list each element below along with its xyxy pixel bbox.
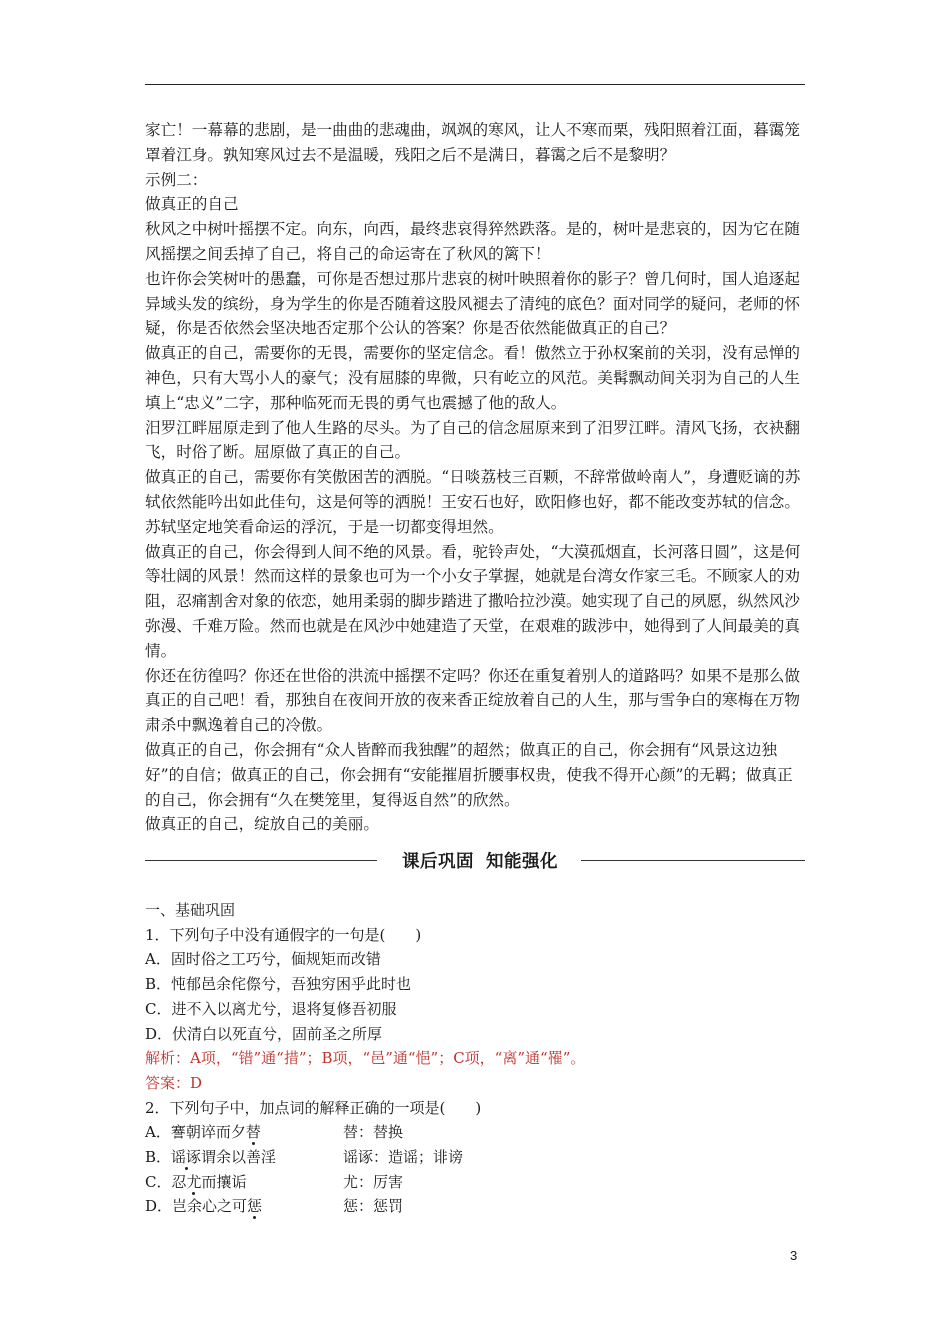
banner-title-part1: 课后巩固	[402, 852, 474, 872]
option-text: D．岂余心之可	[145, 1197, 248, 1216]
essay-paragraph: 你还在彷徨吗？你还在世俗的洪流中摇摆不定吗？你还在重复着别人的道路吗？如果不是那么做真正的自己吧！看，那独自在夜间开放的夜来香正绽放着自己的人生，那与雪争白的寒梅在万物肃杀中飘逸着自己的冷傲。	[145, 666, 800, 735]
essay-text	[145, 118, 807, 837]
q2-option-a	[145, 1120, 807, 1145]
essay-paragraph: 做真正的自己，需要你有笑傲困苦的洒脱。“日啖荔枝三百颗，不辞常做岭南人”，身遭贬谪的苏轼依然能吟出如此佳句，这是何等的洒脱！王安石也好，欧阳修也好，都不能改变苏轼的信念。苏轼坚定地笑看命运的浮沉，于是一切都变得坦然。	[145, 468, 801, 536]
essay-paragraph: 做真正的自己，绽放自己的美丽。	[145, 815, 379, 834]
q1-analysis: 解析：A项，“错”通“措”；B项，“邑”通“悒”；C项，“离”通“罹”。	[145, 1049, 586, 1068]
q2-option-d-gloss: 惩：惩罚	[343, 1197, 404, 1216]
q1-option-d: D．伏清白以死直兮，固前圣之所厚	[145, 1024, 383, 1043]
banner-title-part2: 知能强化	[486, 852, 558, 872]
essay-paragraph: 做真正的自己，你会拥有“众人皆醉而我独醒”的超然；做真正的自己，你会拥有“风景这边独好”的自信；做真正的自己，你会拥有“安能摧眉折腰事权贵，使我不得开心颜”的无羁；做真正的自己，你会拥有“久在樊笼里，复得返自然”的欣然。	[145, 740, 793, 809]
q2-option-b-gloss: 谣诼：造谣；诽谤	[343, 1148, 464, 1167]
question-1-stem: 1．下列句子中没有通假字的一句是( )	[145, 925, 422, 944]
q2-option-a-gloss: 替：替换	[343, 1123, 404, 1142]
q2-option-c-gloss: 尤：厉害	[343, 1172, 404, 1191]
essay-title: 做真正的自己	[145, 195, 239, 214]
essay-paragraph: 也许你会笑树叶的愚蠢，可你是否想过那片悲哀的树叶映照着你的影子？曾几何时，国人追逐起异域头发的缤纷，身为学生的你是否随着这股风褪去了清纯的底色？面对同学的疑问，老师的怀疑，你是否依然会坚决地否定那个公认的答案？你是否依然能做真正的自己？	[145, 269, 800, 338]
essay-paragraph: 做真正的自己，你会得到人间不绝的风景。看，驼铃声处，“大漠孤烟直，长河落日圆”，这是何等壮阔的风景！然而这样的景象也可为一个小女子掌握，她就是台湾女作家三毛。不顾家人的劝阻，忍痛割舍对象的依恋，她用柔弱的脚步踏进了撒哈拉沙漠。她实现了自己的夙愿，纵然风沙弥漫、千难万险。然而也就是在风沙中她建造了天堂，在艰难的跋涉中，她得到了人间最美的真情。	[145, 542, 801, 660]
banner-rule-right	[581, 860, 805, 861]
dotted-word: 谣诼	[171, 1148, 202, 1167]
exercise-section	[145, 898, 807, 1219]
section-banner	[145, 848, 805, 872]
option-text: B．	[145, 1148, 172, 1167]
essay-paragraph: 做真正的自己，需要你的无畏，需要你的坚定信念。看！傲然立于孙权案前的关羽，没有忌惮的神色，只有大骂小人的豪气；没有屈膝的卑微，只有屹立的风范。美髯飘动间关羽为自己的人生填上“忠义”二字，那种临死而无畏的勇气也震撼了他的敌人。	[145, 344, 800, 412]
dotted-word: 惩	[247, 1197, 263, 1216]
essay-paragraph: 秋风之中树叶摇摆不定。向东，向西，最终悲哀得猝然跌落。是的，树叶是悲哀的，因为它在随风摇摆之间丢掉了自己，将自己的命运寄在了秋风的篱下！	[145, 220, 800, 263]
q1-option-b: B．忳郁邑余侘傺兮，吾独穷困乎此时也	[145, 975, 412, 994]
dotted-word: 替	[245, 1123, 261, 1142]
q2-option-b-sentence	[145, 1145, 343, 1170]
banner-title	[382, 848, 578, 873]
essay-paragraph: 家亡！一幕幕的悲剧，是一曲曲的悲魂曲，飒飒的寒风，让人不寒而栗，残阳照着江面，暮霭笼罩着江身。孰知寒风过去不是温暖，残阳之后不是满日，暮霭之后不是黎明？	[145, 121, 800, 164]
essay-paragraph: 汨罗江畔屈原走到了他人生路的尽头。为了自己的信念屈原来到了汨罗江畔。清风飞扬，衣袂翻飞，时俗了断。屈原做了真正的自己。	[145, 418, 800, 462]
q2-option-d-sentence	[145, 1194, 343, 1219]
q2-option-b	[145, 1145, 807, 1170]
header-rule	[145, 84, 805, 85]
option-text: A．謇朝谇而夕	[145, 1123, 246, 1142]
q1-option-a: A．固时俗之工巧兮，偭规矩而改错	[145, 950, 381, 969]
q2-option-c	[145, 1170, 807, 1195]
banner-rule-left	[145, 860, 377, 861]
dotted-word: 尤	[186, 1172, 202, 1191]
q1-answer: 答案：D	[145, 1073, 203, 1092]
question-2-stem: 2．下列句子中，加点词的解释正确的一项是( )	[145, 1098, 482, 1117]
example-label: 示例二：	[145, 170, 208, 189]
q2-option-c-sentence	[145, 1170, 343, 1195]
option-text: C．忍	[145, 1172, 187, 1191]
page-number: 3	[790, 1248, 798, 1263]
q2-option-d	[145, 1194, 807, 1219]
section-heading: 一、基础巩固	[145, 901, 236, 919]
option-text: 而攘诟	[201, 1172, 247, 1191]
q2-option-a-sentence	[145, 1120, 343, 1145]
q1-option-c: C．进不入以离尤兮，退将复修吾初服	[145, 999, 397, 1018]
option-text: 谓余以善淫	[201, 1148, 277, 1167]
